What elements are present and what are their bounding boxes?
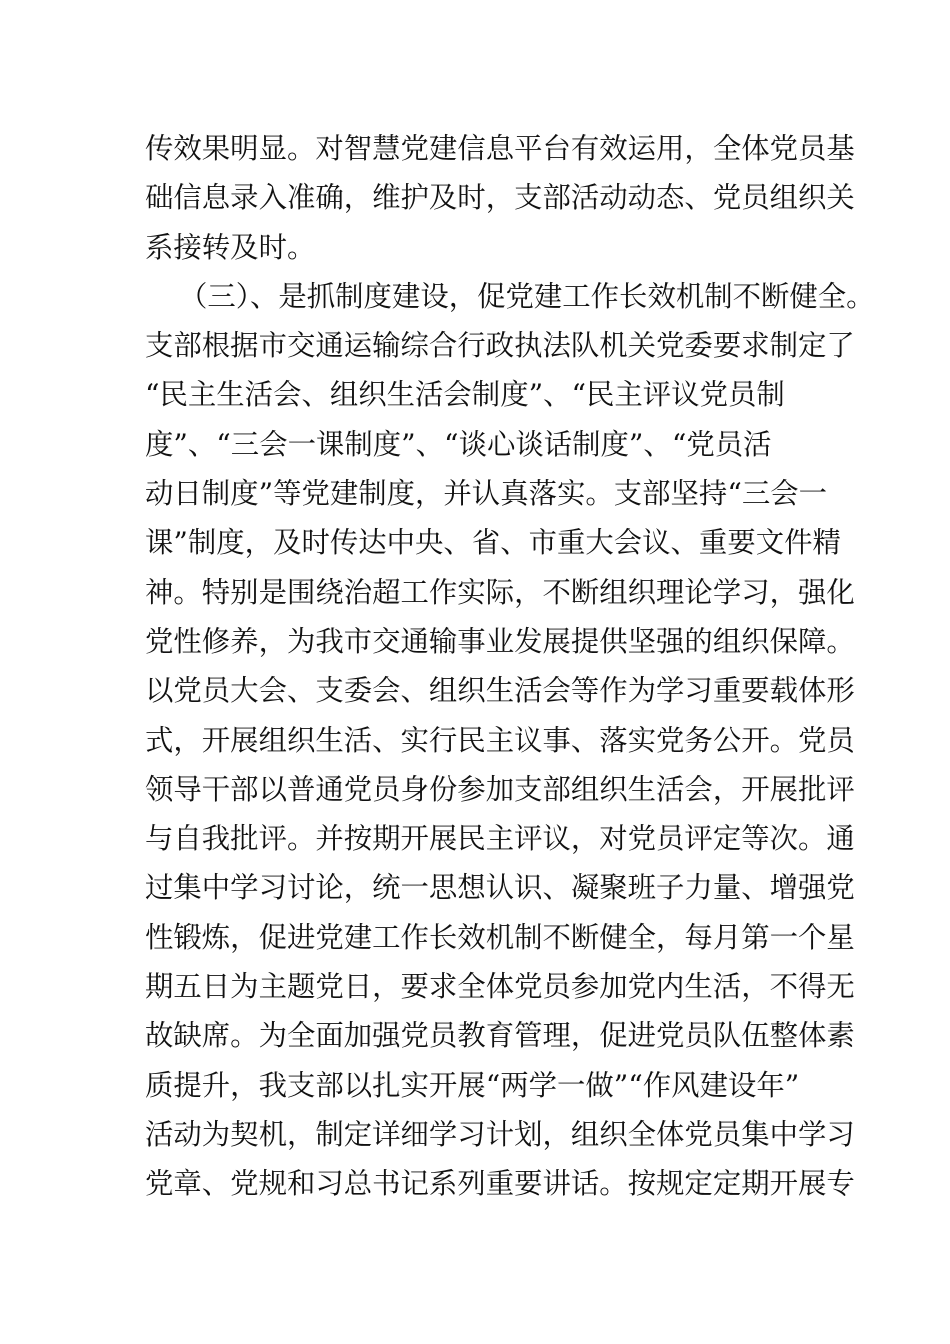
text-line: 过集中学习讨论，统一思想认识、凝聚班子力量、增强党 bbox=[145, 871, 855, 905]
text-line: “民主生活会、组织生活会制度”、“民主评议党员制 bbox=[145, 378, 785, 412]
text-line: 党性修养，为我市交通输事业发展提供坚强的组织保障。 bbox=[145, 624, 855, 658]
text-line: 故缺席。为全面加强党员教育管理，促进党员队伍整体素 bbox=[145, 1019, 855, 1053]
text-line: 系接转及时。 bbox=[145, 230, 316, 264]
text-line: 传效果明显。对智慧党建信息平台有效运用，全体党员基 bbox=[145, 132, 855, 165]
text-line: 式，开展组织生活、实行民主议事、落实党务公开。党员 bbox=[145, 723, 855, 757]
text-line: 课”制度，及时传达中央、省、市重大会议、重要文件精 bbox=[145, 526, 841, 560]
text-line: 支部根据市交通运输综合行政执法队机关党委要求制定了 bbox=[145, 329, 855, 363]
text-line: 期五日为主题党日，要求全体党员参加党内生活，不得无 bbox=[145, 970, 855, 1004]
text-line: 性锻炼，促进党建工作长效机制不断健全，每月第一个星 bbox=[145, 920, 855, 954]
text-line: 领导干部以普通党员身份参加支部组织生活会，开展批评 bbox=[145, 772, 855, 806]
text-line: 度”、“三会一课制度”、“谈心谈话制度”、“党员活 bbox=[145, 427, 772, 461]
text-line: 动日制度”等党建制度，并认真落实。支部坚持“三会一 bbox=[145, 477, 828, 511]
text-line: 以党员大会、支委会、组织生活会等作为学习重要载体形 bbox=[145, 674, 855, 708]
body-text bbox=[145, 124, 875, 1209]
text-line: 神。特别是围绕治超工作实际，不断组织理论学习，强化 bbox=[145, 575, 855, 609]
text-line: 质提升，我支部以扎实开展“两学一做”“作风建设年” bbox=[145, 1068, 800, 1102]
text-line: 础信息录入准确，维护及时，支部活动动态、党员组织关 bbox=[145, 181, 855, 215]
text-line: 活动为契机，制定详细学习计划，组织全体党员集中学习 bbox=[145, 1117, 855, 1151]
text-line: 党章、党规和习总书记系列重要讲话。按规定定期开展专 bbox=[145, 1167, 855, 1201]
text-line: 与自我批评。并按期开展民主评议，对党员评定等次。通 bbox=[145, 822, 855, 856]
section-heading-line: （三）、是抓制度建设，促党建工作长效机制不断健全。 bbox=[179, 279, 875, 313]
